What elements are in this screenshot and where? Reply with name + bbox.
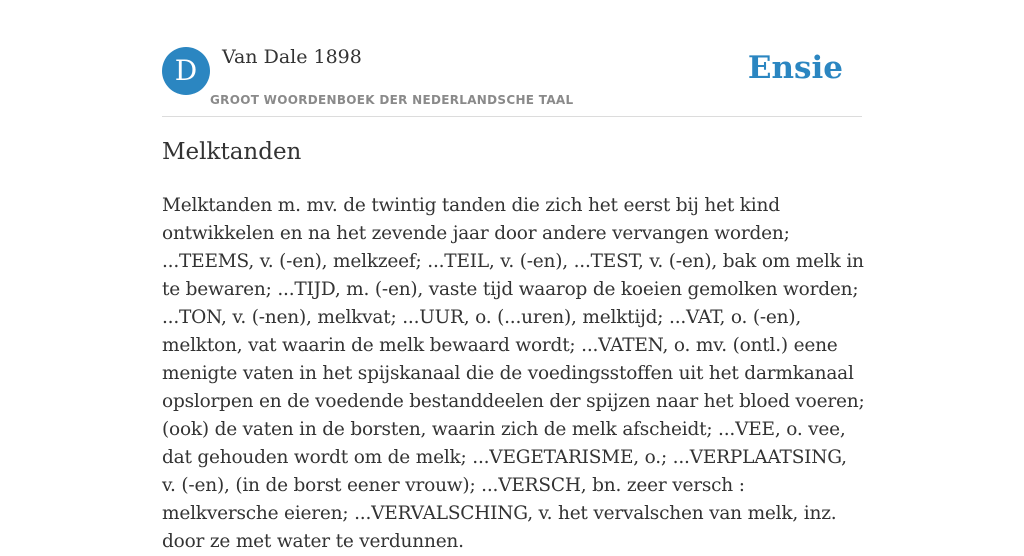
source-subtitle: GROOT WOORDENBOEK DER NEDERLANDSCHE TAAL	[210, 93, 574, 107]
entry-definition: Melktanden m. mv. de twintig tanden die zich het eerst bij het kind ontwikkelen en na het zevende jaar door andere vervangen worden; ...TEEMS, v. (-en), melkzeef; ...TEIL, v. (-en), ...TEST, v. (-en), bak om melk in te bewaren; ...TIJD, m. (-en), vaste tijd waarop de koeien gemolken worden; ...TON, v. (-nen), melkvat; ...UUR, o. (...uren), melktijd; ...VAT, o. (-en), melkton, vat waarin de melk bewaard wordt; ...VATEN, o. mv. (ontl.) eene menigte vaten in het spijskanaal die de voedingsstoffen uit het darmkanaal opslorpen en de voedende bestanddeelen der spijzen naar het bloed voeren; (ook) de vaten in de borsten, waarin zich de melk afscheidt; ...VEE, o. vee, dat gehouden wordt om de melk; ...VEGETARISME, o.; ...VERPLAATSING, v. (-en), (in de borst eener vrouw); ...VERSCH, bn. zeer versch : melkversche eieren; ...VERVALSCHING, v. het vervalschen van melk, inz. door ze met water te verdunnen.	[162, 195, 865, 552]
ensie-logo[interactable]: Ensie	[747, 50, 843, 86]
entry-headword: Melktanden	[162, 139, 302, 165]
dictionary-header	[162, 45, 862, 117]
source-title[interactable]: Van Dale 1898	[222, 46, 362, 68]
source-avatar[interactable]: D	[162, 47, 210, 95]
